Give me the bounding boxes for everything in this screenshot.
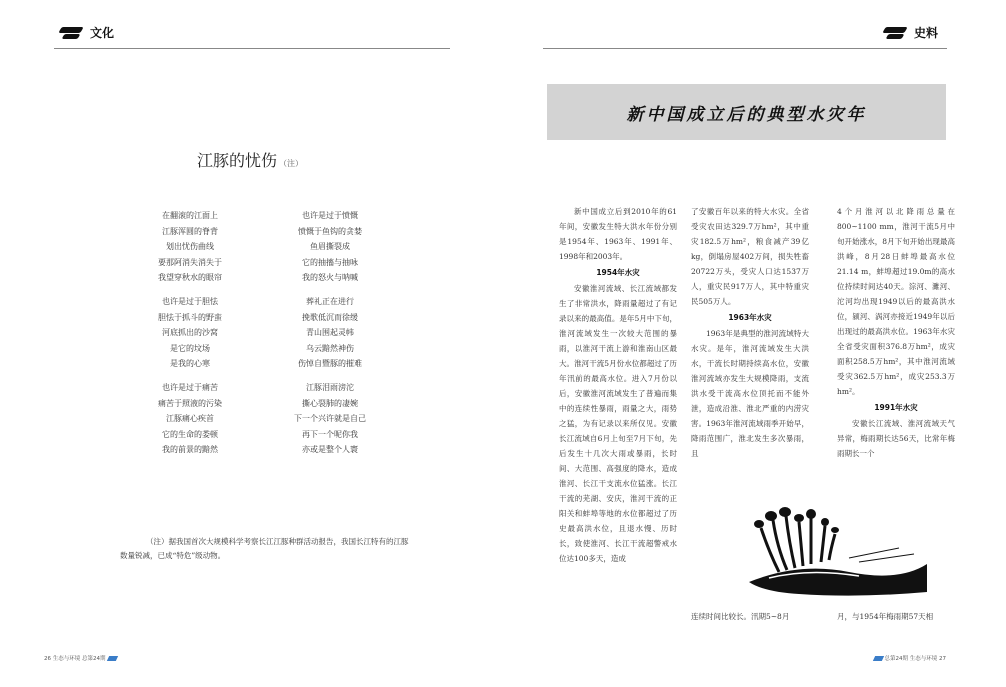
poem-line: 撕心裂肺的凄婉 — [302, 398, 358, 408]
poem-line: 葬礼正在进行 — [306, 297, 354, 306]
poem-line: 要那阿消失消失于 — [158, 257, 222, 267]
paragraph-1954-cont: 了安徽百年以来的特大水灾。全省受灾农田达329.7万hm²，其中重灾182.5万hm²，粮食减产39亿kg，倒塌房屋402万间，损失牲畜20722万头，受灾人口达1537万人，重灾民917万人，其中特重灾民505万人。 — [691, 207, 809, 306]
poem-line: 它的抽搐与抽咏 — [302, 257, 358, 267]
poem-line: 我望穿秋水的眼帘 — [158, 273, 222, 282]
right-footer-text: 总第24期 生态与环境 27 — [884, 656, 946, 662]
intro-paragraph: 新中国成立后到2010年的61年间，安徽发生特大洪水年份分别是1954年、1963年、1991年、1998年和2003年。 — [559, 207, 677, 261]
right-page — [503, 0, 1006, 687]
poem-line: 伤悼自暨豚的摧难 — [298, 359, 362, 368]
footer-logo-icon — [872, 656, 883, 661]
left-footer-text: 26 生态与环境 总第24期 — [44, 656, 106, 662]
subheading-1963: 1963年水灾 — [728, 313, 772, 322]
poem-line: 江豚泪雨滂沱 — [306, 383, 354, 392]
poem-stanza — [130, 380, 250, 458]
poem-title-text: 江豚的忧伤 — [197, 151, 278, 170]
poem-line: 是我的心寒 — [170, 359, 210, 368]
poem-line: 是它的坟场 — [170, 343, 210, 353]
paragraph-1963-cont: 4个月淮河以北降雨总量在800~1100 mm，淮河干流5月中旬开始涨水，8月下旬开始出现最高洪峰，8月28日蚌埠最高水位21.14 m，蚌埠超过19.0m的高水位持续时间达40天。淙河、濉河、沱河均出现1949以后的最高洪水位，颍河、涡河亦接近1949年以后出现过的最高洪水位。1963年水灾全省受灾面积376.8万hm²，成灾面积258.5万hm²，其中淮河流域受灾362.5万hm²，成灾253.3万hm²。 — [837, 207, 955, 396]
poem-line: 痛苦于照液的污染 — [158, 398, 222, 408]
poem-stanza — [270, 208, 390, 286]
poem-line: 我的前景的黯然 — [162, 445, 218, 454]
article-title-banner — [547, 84, 946, 140]
left-footer — [44, 654, 117, 662]
paragraph-1963: 1963年是典型的淮河流域特大水灾。是年，淮河流域发生大洪水，干流长时期持续高水位，安徽淮河流域亦发生大规模降雨，支流洪水受干流高水位顶托而不能外泄，造成沿淮、淮北严重的内涝灾害。1963年淮河流域雨季开始早，降雨范围广，淮北发生多次暴雨，且 — [691, 329, 809, 458]
footer-logo-icon — [106, 656, 117, 661]
right-header — [884, 24, 944, 41]
poem-line: 青山围起灵帏 — [306, 328, 354, 337]
paragraph-1991: 安徽长江流域、淮河流域天气异常，梅雨期长达56天，比常年梅雨期长一个 — [837, 419, 955, 458]
column-3-bottom-line: 月，与1954年梅雨期57天相 — [837, 612, 934, 621]
poem-stanza — [130, 208, 250, 286]
article-column-3 — [837, 204, 955, 461]
section-label: 史料 — [913, 26, 938, 40]
subheading-1991: 1991年水灾 — [874, 403, 918, 412]
poem-title — [197, 148, 303, 171]
poem-title-note: （注） — [279, 159, 304, 168]
poem-line: 在翻滚的江面上 — [162, 211, 218, 220]
left-header — [60, 24, 120, 41]
poem-line: 我的怒火与呐喊 — [302, 273, 358, 282]
poem-line: 也许是过于胆怯 — [162, 297, 218, 306]
article-column-1 — [559, 204, 677, 566]
header-rule — [543, 48, 947, 49]
article-column-2 — [691, 204, 809, 461]
poem-line: 下一个兴许就是自己 — [294, 414, 366, 423]
header-rule — [54, 48, 450, 49]
poem-line: 乌云黯然神伤 — [306, 343, 354, 353]
poem-line: 鱼眉撕裂成 — [310, 242, 350, 251]
poem-line: 也许是过于痛苦 — [162, 383, 218, 392]
article-title: 新中国成立后的典型水灾年 — [626, 104, 867, 125]
poem-line: 亦或是整个人寰 — [302, 445, 358, 454]
poem-line: 挽歌低沉而徐缓 — [302, 312, 358, 322]
right-footer — [874, 654, 947, 662]
poem-line: 河底抓出的沙窝 — [162, 328, 218, 337]
poem-footnote: （注）据我国首次大规模科学考察长江江豚种群活动报告，我国长江特有的江豚数量锐减，已成“特危”级动物。 — [120, 537, 409, 560]
river-illustration — [739, 502, 929, 598]
poem-line: 江豚浑圆的脊背 — [162, 226, 218, 236]
poem-line: 愤慨于鱼钩的贪婪 — [298, 226, 362, 236]
magazine-logo-icon — [884, 25, 908, 41]
section-label: 文化 — [90, 26, 115, 40]
subheading-1954: 1954年水灾 — [596, 268, 640, 277]
poem-line: 江豚痛心疾首 — [166, 414, 214, 423]
column-2-bottom-line: 连续时间比较长。汛期5~8月 — [691, 612, 790, 621]
poem-line: 划出忧伤曲线 — [166, 242, 214, 251]
poem-line: 胆怯于抓斗的野蛮 — [158, 312, 222, 322]
poem-line: 它的生命的娄顿 — [162, 429, 218, 439]
poem-stanza — [130, 294, 250, 372]
poem-stanza — [270, 380, 390, 458]
poem-stanza — [270, 294, 390, 372]
poem-line: 再下一个呢你我 — [302, 429, 358, 439]
paragraph-1954: 安徽淮河流域、长江流域都发生了非常洪水，降雨量超过了有记录以来的最高值。是年5月中下旬，淮河流域发生一次较大范围的暴雨，以淮河干流上游和淮南山区最大。淮河干流5月份水位都超过了历年汛前的最高水位。进入7月份以后，安徽淮河流域发生了普遍而集中的连续性暴雨，雨量之大，雨势之猛，为有记录以来所仅见。安徽长江流域自6月上旬至7月下旬，先后发生十几次大雨或暴雨，长时间、大范围、高强度的降水，造成淮河、长江干支流水位猛涨。长江干流的芜湖、安庆，淮河干流的正阳关和蚌埠等地的水位都超过了历史最高洪水位，且退水慢、历时长，致使淮河、长江干流超警戒水位达100多天，造成 — [559, 284, 677, 563]
poem-line: 也许是过于愤慨 — [302, 211, 358, 220]
magazine-logo-icon — [60, 25, 84, 41]
